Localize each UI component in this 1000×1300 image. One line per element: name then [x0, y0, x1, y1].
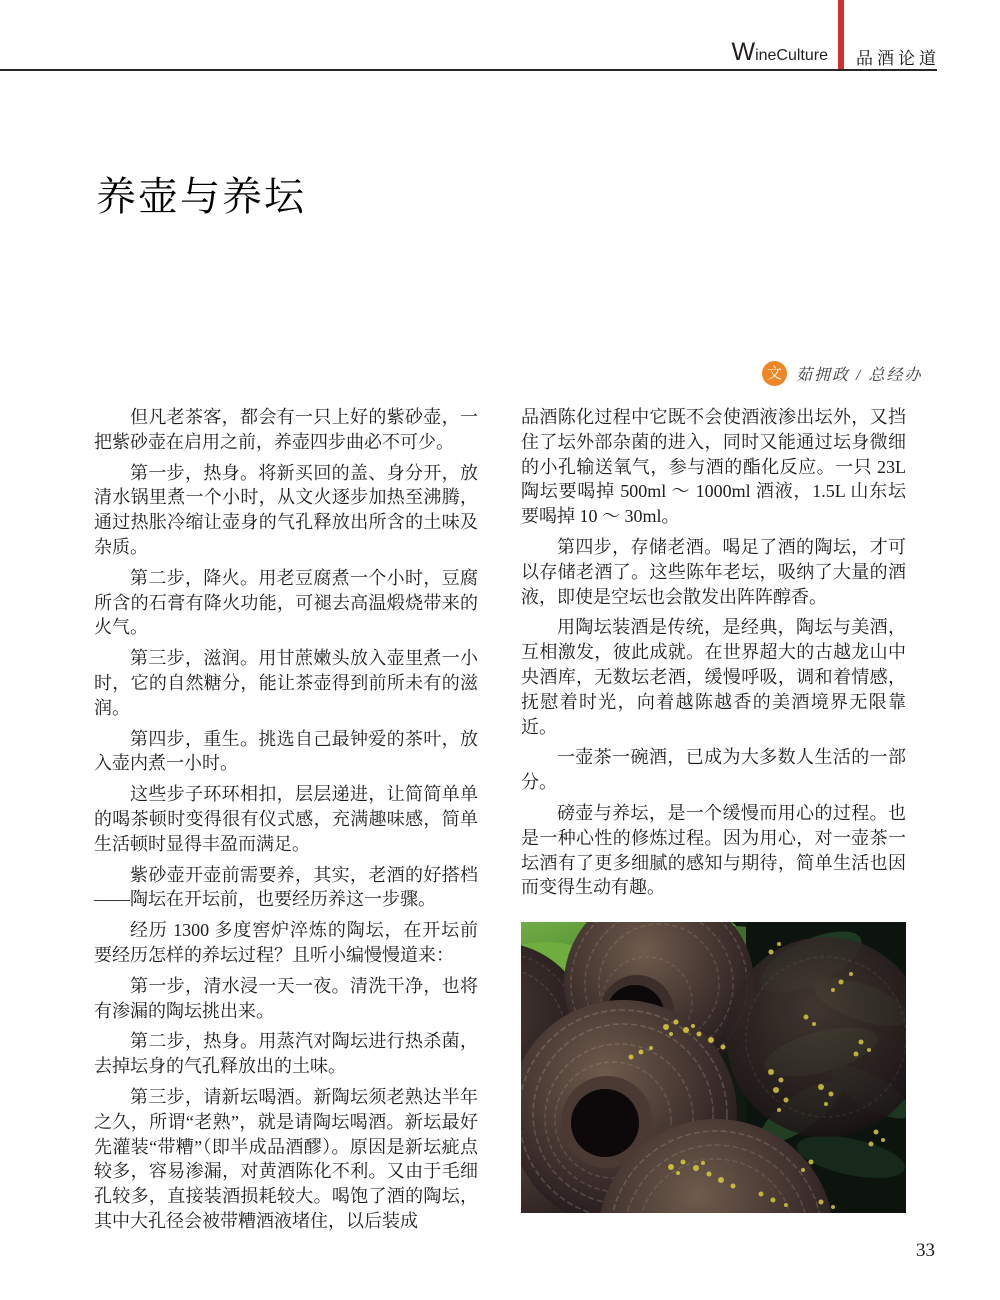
- body-paragraph: 这些步子环环相扣，层层递进，让简简单单的喝茶顿时变得很有仪式感，充满趣味感，简单生活顿时显得丰盈而满足。: [94, 784, 478, 854]
- jars-photo: [521, 922, 906, 1213]
- jars-photo-graphic: [521, 922, 906, 1213]
- header-rule: [0, 69, 937, 71]
- body-paragraph: 第四步，存储老酒。喝足了酒的陶坛，才可以存储老酒了。这些陈年老坛，吸纳了大量的酒液，即使是空坛也会散发出阵阵醇香。: [521, 536, 906, 607]
- body-paragraph: 品酒陈化过程中它既不会使酒液渗出坛外，又挡住了坛外部杂菌的进入，同时又能通过坛身微细的小孔输送氧气，参与酒的酯化反应。一只 23L 陶坛要喝掉 500ml ～ 1000ml 酒液，1.5L 山东坛要喝掉 10 ～ 30ml。: [521, 407, 906, 527]
- body-paragraph: 磅壶与养坛，是一个缓慢而用心的过程。也是一种心性的修炼过程。因为用心，对一壶茶一坛酒有了更多细腻的感知与期待，简单生活也因而变得生动有趣。: [521, 802, 906, 898]
- page-number: 33: [916, 1240, 935, 1261]
- body-paragraph: 第四步，重生。挑选自己最钟爱的茶叶，放入壶内煮一小时。: [94, 728, 478, 774]
- body-paragraph: 一壶茶一碗酒，已成为大多数人生活的一部分。: [521, 747, 906, 793]
- magazine-name: [680, 40, 828, 65]
- body-paragraph: 经历 1300 多度窖炉淬炼的陶坛，在开坛前要经历怎样的养坛过程？且听小编慢慢道来：: [94, 920, 478, 965]
- body-paragraph: 第二步，热身。用蒸汽对陶坛进行热杀菌，去掉坛身的气孔释放出的土味。: [94, 1031, 478, 1077]
- magazine-rest: ineCulture: [755, 47, 828, 64]
- column-left: [94, 405, 478, 1240]
- section-title: 品酒论道: [856, 49, 940, 68]
- magazine-initial: W: [731, 38, 756, 66]
- column-right: [521, 405, 906, 906]
- body-paragraph: 紫砂壶开壶前需要养，其实，老酒的好搭档——陶坛在开坛前，也要经历养这一步骤。: [94, 864, 478, 910]
- author-badge-icon: 文: [762, 361, 787, 386]
- article-title: 养壶与养坛: [96, 175, 306, 219]
- body-paragraph: 第三步，滋润。用甘蔗嫩头放入壶里煮一小时，它的自然糖分，能让茶壶得到前所未有的滋润。: [94, 648, 478, 718]
- body-paragraph: 第一步，清水浸一天一夜。清洗干净，也将有渗漏的陶坛挑出来。: [94, 975, 478, 1021]
- body-paragraph: 第二步，降火。用老豆腐煮一个小时，豆腐所含的石膏有降火功能，可褪去高温煅烧带来的火气。: [94, 567, 478, 638]
- byline: [762, 361, 922, 386]
- body-paragraph: 但凡老茶客，都会有一只上好的紫砂壶，一把紫砂壶在启用之前，养壶四步曲必不可少。: [94, 407, 478, 452]
- author-name: 茹拥政 / 总经办: [796, 367, 923, 384]
- body-paragraph: 用陶坛装酒是传统，是经典，陶坛与美酒，互相激发，彼此成就。在世界超大的古越龙山中央酒库，无数坛老酒，缓慢呼吸，调和着情感，抚慰着时光，向着越陈越香的美酒境界无限靠近。: [521, 617, 906, 737]
- accent-bar: [838, 0, 844, 69]
- body-paragraph: 第一步，热身。将新买回的盖、身分开，放清水锅里煮一个小时，从文火逐步加热至沸腾，通过热胀冷缩让壶身的气孔释放出所含的土味及杂质。: [94, 462, 478, 557]
- body-paragraph: 第三步，请新坛喝酒。新陶坛须老熟达半年之久，所谓“老熟”，就是请陶坛喝酒。新坛最好先灌装“带糟”（即半成品酒醪）。原因是新坛疵点较多，容易渗漏，对黄酒陈化不利。又由于毛细孔较多，直接装酒损耗较大。喝饱了酒的陶坛，其中大孔径会被带糟酒液堵住，以后装成: [94, 1086, 478, 1231]
